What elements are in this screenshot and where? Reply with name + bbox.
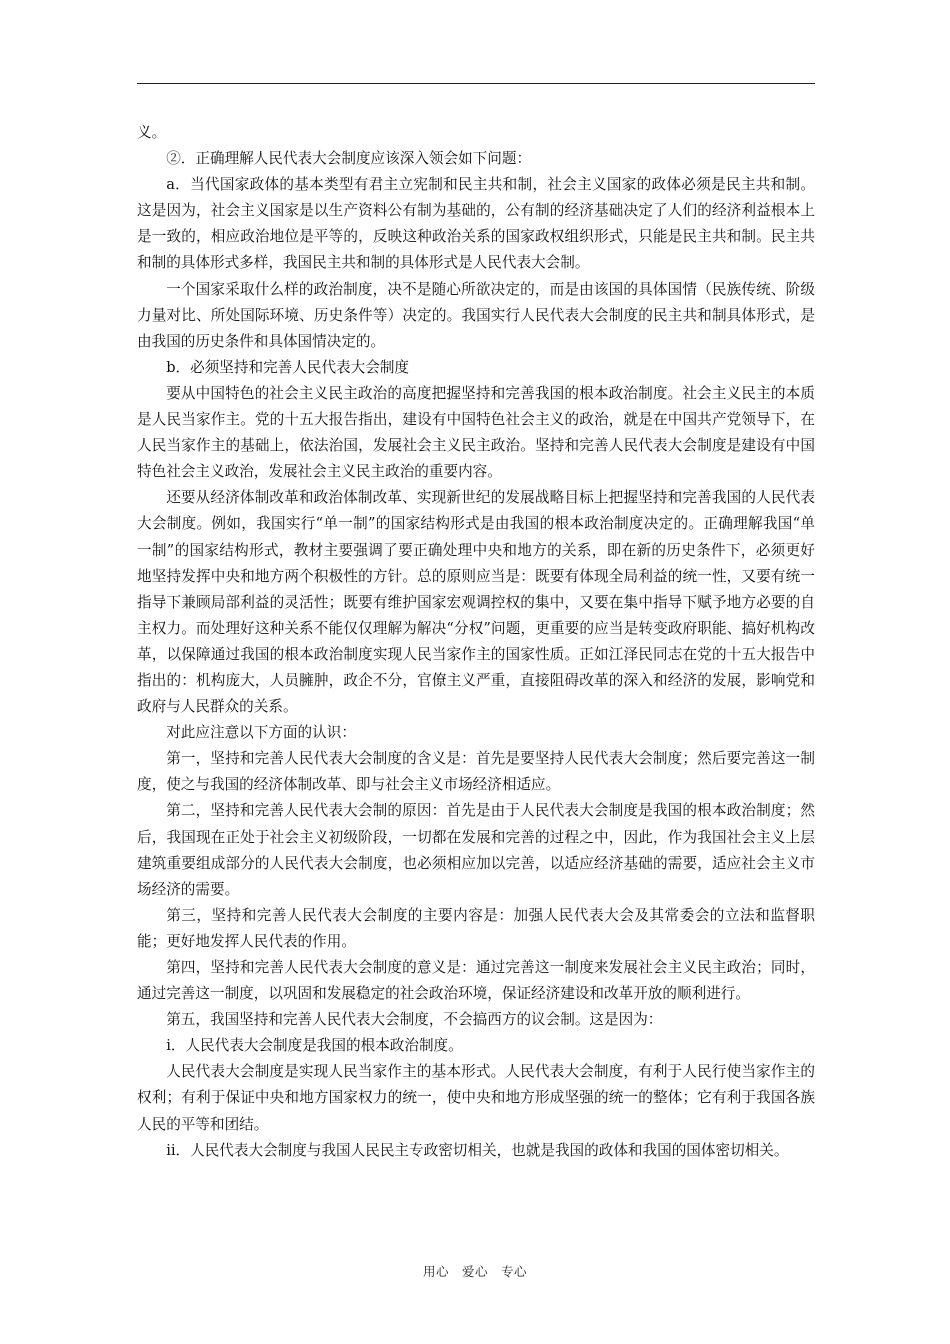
paragraph: a．当代国家政体的基本类型有君主立宪制和民主共和制，社会主义国家的政体必须是民主共和制。这是因为，社会主义国家是以生产资料公有制为基础的，公有制的经济基础决定了人们的经济利益根本上是一致的，相应政治地位是平等的，反映这种政治关系的国家政权组织形式，只能是民主共和制。民主共和制的具体形式多样，我国民主共和制的具体形式是人民代表大会制。 [137, 176, 815, 272]
paragraph: ②．正确理解人民代表大会制度应该深入领会如下问题： [166, 150, 532, 168]
paragraph: 人民代表大会制度是实现人民当家作主的基本形式。人民代表大会制度，有利于人民行使当家作主的权利；有利于保证中央和地方国家权力的统一，使中央和地方形成坚强的统一的整体；它有利于我国各族人民的平等和团结。 [137, 1063, 815, 1133]
paragraph: 对此应注意以下方面的认识： [166, 724, 356, 742]
paragraph: ⅰ．人民代表大会制度是我国的根本政治制度。 [166, 1037, 463, 1055]
paragraph: 一个国家采取什么样的政治制度，决不是随心所欲决定的，而是由该国的具体国情（民族传统、阶级力量对比、所处国际环境、历史条件等）决定的。我国实行人民代表大会制度的民主共和制具体形式，是由我国的历史条件和具体国情决定的。 [137, 280, 815, 350]
paragraph: 还要从经济体制改革和政治体制改革、实现新世纪的发展战略目标上把握坚持和完善我国的人民代表大会制度。例如，我国实行“单一制”的国家结构形式是由我国的根本政治制度决定的。正确理解我国“单一制”的国家结构形式，教材主要强调了要正确处理中央和地方的关系，即在新的历史条件下，必须更好地坚持发挥中央和地方两个积极性的方针。总的原则应当是：既要有体现全局利益的统一性，又要有统一指导下兼顾局部利益的灵活性；既要有维护国家宏观调控权的集中，又要在集中指导下赋予地方必要的自主权力。而处理好这种关系不能仅仅理解为解决“分权”问题，更重要的应当是转变政府职能、搞好机构改革，以保障通过我国的根本政治制度实现人民当家作主的国家性质。正如江泽民同志在党的十五大报告中指出的：机构庞大，人员臃肿，政企不分，官僚主义严重，直接阻碍改革的深入和经济的发展，影响党和政府与人民群众的关系。 [137, 489, 815, 716]
paragraph: 第二，坚持和完善人民代表大会制的原因：首先是由于人民代表大会制度是我国的根本政治制度；然后，我国现在正处于社会主义初级阶段，一切都在发展和完善的过程之中，因此，作为我国社会主义上层建筑重要组成部分的人民代表大会制度，也必须相应加以完善，以适应经济基础的需要，适应社会主义市场经济的需要。 [137, 802, 815, 898]
page-footer: 用心 爱心 专心 [422, 1264, 527, 1279]
paragraph: 第四，坚持和完善人民代表大会制度的意义是：通过完善这一制度来发展社会主义民主政治；同时，通过完善这一制度，以巩固和发展稳定的社会政治环境，保证经济建设和改革开放的顺利进行。 [137, 959, 815, 1003]
header-rule [137, 83, 815, 84]
paragraph: 第五，我国坚持和完善人民代表大会制度，不会搞西方的议会制。这是因为： [166, 1011, 663, 1029]
paragraph: b．必须坚持和完善人民代表大会制度 [166, 358, 410, 376]
paragraph: 义。 [137, 124, 167, 141]
paragraph: 第三，坚持和完善人民代表大会制度的主要内容是：加强人民代表大会及其常委会的立法和监督职能；更好地发挥人民代表的作用。 [137, 906, 815, 950]
document-body [137, 120, 815, 1164]
paragraph: 要从中国特色的社会主义民主政治的高度把握坚持和完善我国的根本政治制度。社会主义民主的本质是人民当家作主。党的十五大报告指出，建设有中国特色社会主义的政治，就是在中国共产党领导下，在人民当家作主的基础上，依法治国，发展社会主义民主政治。坚持和完善人民代表大会制度是建设有中国特色社会主义政治，发展社会主义民主政治的重要内容。 [137, 384, 815, 481]
paragraph: ⅱ．人民代表大会制度与我国人民民主专政密切相关，也就是我国的政体和我国的国体密切相关。 [166, 1141, 789, 1159]
paragraph: 第一，坚持和完善人民代表大会制度的含义是：首先是要坚持人民代表大会制度；然后要完善这一制度，使之与我国的经济体制改革、即与社会主义市场经济相适应。 [137, 750, 815, 794]
